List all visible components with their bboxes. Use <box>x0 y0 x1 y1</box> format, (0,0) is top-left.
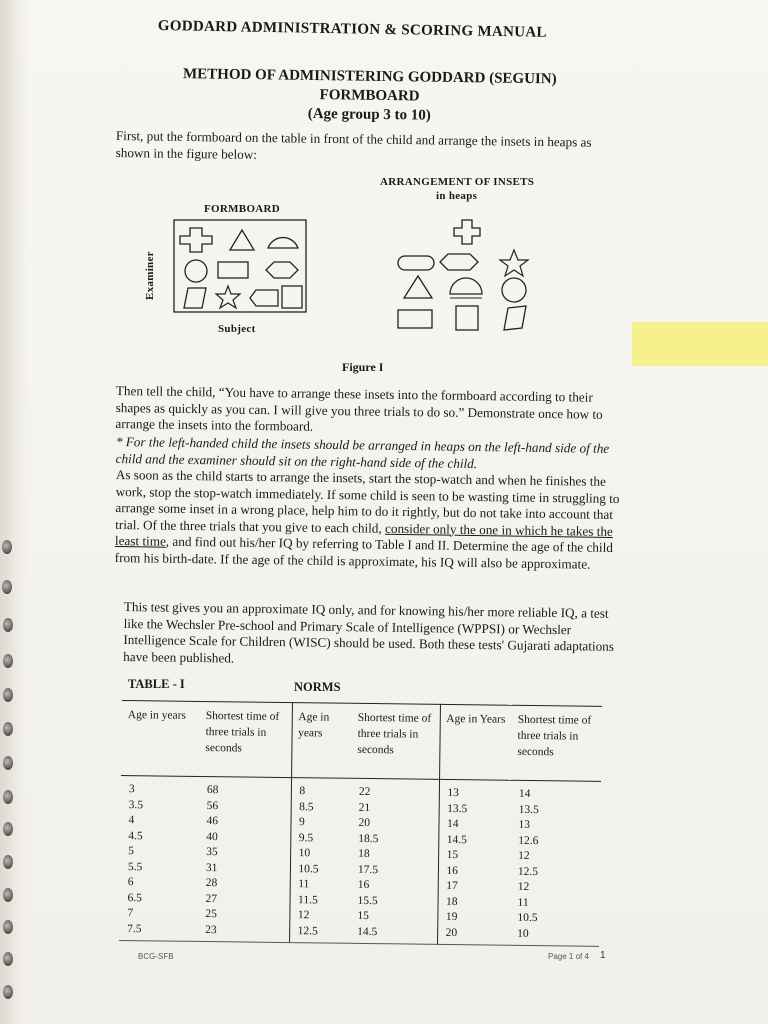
table-cell: 8 <box>299 785 306 798</box>
table-cell: 14.5 <box>446 833 468 846</box>
binding-ring <box>3 952 13 966</box>
spiral-binding <box>0 0 28 1024</box>
table-cell: 56 <box>199 798 291 815</box>
examiner-label: Examiner <box>144 251 156 300</box>
col-header: Age in Years <box>439 704 512 780</box>
table-cell: 4.5 <box>128 829 143 842</box>
method-title: METHOD OF ADMINISTERING GODDARD (SEGUIN) <box>182 66 557 88</box>
formboard-label: FORMBOARD <box>204 203 281 215</box>
col-header: Shortest time of three trials in seconds <box>351 703 440 779</box>
table-cell: 21 <box>351 800 439 817</box>
instructions-paragraph-2 <box>115 467 624 573</box>
table-cell: 12 <box>297 909 310 922</box>
col-header: Age in years <box>291 703 352 779</box>
table-cell: 3.5 <box>128 798 144 811</box>
binding-ring <box>3 654 13 668</box>
table-cell: 14.5 <box>349 924 437 944</box>
formboard-title: FORMBOARD <box>319 87 420 105</box>
table-cell: 10.5 <box>517 911 538 925</box>
table-cell: 10 <box>509 926 599 946</box>
footer-page-number: 1 <box>600 950 606 961</box>
table-cell: 13 <box>518 818 531 831</box>
table-cell: 9 <box>298 816 305 829</box>
table-cell: 20 <box>350 816 438 833</box>
table-cell: 16 <box>350 878 438 895</box>
least-time-underlined: consider only the one in which he takes the least time <box>114 520 613 549</box>
table-cell: 18 <box>445 895 458 908</box>
footer-code: BCG-SFB <box>138 952 174 961</box>
table-subtitle: NORMS <box>294 680 341 694</box>
age-group: (Age group 3 to 10) <box>307 105 431 124</box>
col-header: Shortest time of three trials in seconds <box>199 701 292 777</box>
col-header: Shortest time of three trials in seconds <box>511 705 602 781</box>
table-header-row <box>121 700 602 781</box>
norms-table <box>119 700 602 947</box>
table-cell: 14 <box>446 817 459 831</box>
table-cell: 68 <box>199 776 291 799</box>
table-cell: 10.5 <box>298 862 319 875</box>
subject-label: Subject <box>218 323 256 335</box>
table-cell: 15.5 <box>349 893 437 910</box>
in-heaps-label: in heaps <box>436 190 478 202</box>
table-cell: 17 <box>446 879 458 893</box>
table-cell: 46 <box>198 814 290 831</box>
binding-ring <box>3 756 13 770</box>
table-cell: 28 <box>198 876 290 893</box>
insets-heaps-diagram <box>392 214 532 336</box>
table-cell: 10 <box>298 847 311 860</box>
table-cell: 15 <box>446 848 459 862</box>
arrangement-label: ARRANGEMENT OF INSETS <box>380 176 535 188</box>
table-cell: 12.5 <box>517 865 539 878</box>
paragraph-2-start: As soon as the child starts to arrange the insets, start the stop-watch and when he finishes the work, stop the stop-watch immediately. If some child is seen to be wasting time in struggling to arrange some inset in a wrong place, help him to do it rightly, but do not take into account that trial. Of the three trials that you give to each child, <box>115 467 620 536</box>
table-cell: 16 <box>446 864 459 877</box>
table-cell: 11.5 <box>298 893 318 906</box>
table-cell: 3 <box>128 783 135 796</box>
binding-ring <box>3 920 13 934</box>
binding-ring <box>2 580 12 594</box>
table-cell: 5.5 <box>127 860 143 873</box>
table-cell: 19 <box>445 910 458 924</box>
method-heading <box>99 64 640 129</box>
table-cell: 25 <box>197 907 289 924</box>
table-cell: 20 <box>437 925 509 945</box>
table-cell: 35 <box>198 845 290 862</box>
instructions-paragraph-3: This test gives you an approximate IQ only, and for knowing his/her more reliable IQ, a test like the Wechsler Pre-school and Primary Scale of Intelligence (WPPSI) or Wechsler Intelligence Scale for Children (WISC) should be used. Both these tests' Gujarati adaptations have been published. <box>123 599 615 666</box>
footer-page-count: Page 1 of 4 <box>548 952 589 961</box>
table-cell: 11 <box>517 896 529 909</box>
instructions-paragraph-1: Then tell the child, “You have to arrange these insets into the formboard according to their shapes as quickly as you can. I will give you three trials to do so.” Demonstrate once how to arrange the insets into the formboard. <box>115 383 603 434</box>
binding-ring <box>3 618 13 632</box>
table-cell: 18 <box>350 847 438 864</box>
table-cell: 9.5 <box>298 831 314 844</box>
binding-ring <box>3 855 13 869</box>
table-cell: 18.5 <box>350 831 438 848</box>
table-cell: 13.5 <box>447 802 468 815</box>
table-cell: 23 <box>197 922 289 942</box>
binding-ring <box>3 790 13 804</box>
sticky-note <box>632 322 768 366</box>
table-title: TABLE - I <box>128 677 185 691</box>
table-cell: 13 <box>447 786 459 800</box>
table-cell: 12.6 <box>518 834 539 847</box>
table-cell: 11 <box>298 878 310 891</box>
table-cell: 6.5 <box>127 891 143 904</box>
table-cell: 14 <box>518 787 531 800</box>
binding-ring <box>3 688 13 702</box>
paragraph-2-end: , and find out his/her IQ by referring to Table I and II. Determine the age of the child from his birth-date. If the age of the child is approximate, his IQ will also be approximate. <box>114 533 613 572</box>
table-cell: 31 <box>198 860 290 877</box>
table-cell: 4 <box>128 814 135 827</box>
table-cell: 40 <box>198 829 290 846</box>
table-cell: 12.5 <box>289 924 349 944</box>
table-cell: 6 <box>127 876 134 889</box>
table-cell: 12 <box>518 849 530 862</box>
intro-paragraph: First, put the formboard on the table in front of the child and arrange the insets in heaps as shown in the figure below: <box>115 128 592 162</box>
table-cell: 7.5 <box>119 921 197 941</box>
binding-ring <box>2 540 12 554</box>
binding-ring <box>3 985 13 999</box>
manual-title: GODDARD ADMINISTRATION & SCORING MANUAL <box>157 18 547 41</box>
table-cell: 22 <box>351 778 439 801</box>
col-header: Age in years <box>121 700 200 776</box>
table-cell: 17.5 <box>350 862 438 879</box>
left-handed-note: * For the left-handed child the insets should be arranged in heaps on the left-hand side of the child and the examiner should sit on the right-hand side of the child. <box>115 434 610 471</box>
figure-caption: Figure I <box>342 360 384 374</box>
formboard-diagram <box>170 216 310 316</box>
table-cell: 12 <box>517 880 530 893</box>
binding-ring <box>3 822 13 836</box>
table-cell: 8.5 <box>299 800 314 813</box>
table-cell: 5 <box>128 845 134 858</box>
binding-ring <box>3 722 13 736</box>
binding-ring <box>3 888 13 902</box>
table-cell: 15 <box>349 909 437 926</box>
table-cell: 7 <box>127 907 134 920</box>
table-cell: 13.5 <box>518 803 539 816</box>
table-cell: 27 <box>197 891 289 908</box>
